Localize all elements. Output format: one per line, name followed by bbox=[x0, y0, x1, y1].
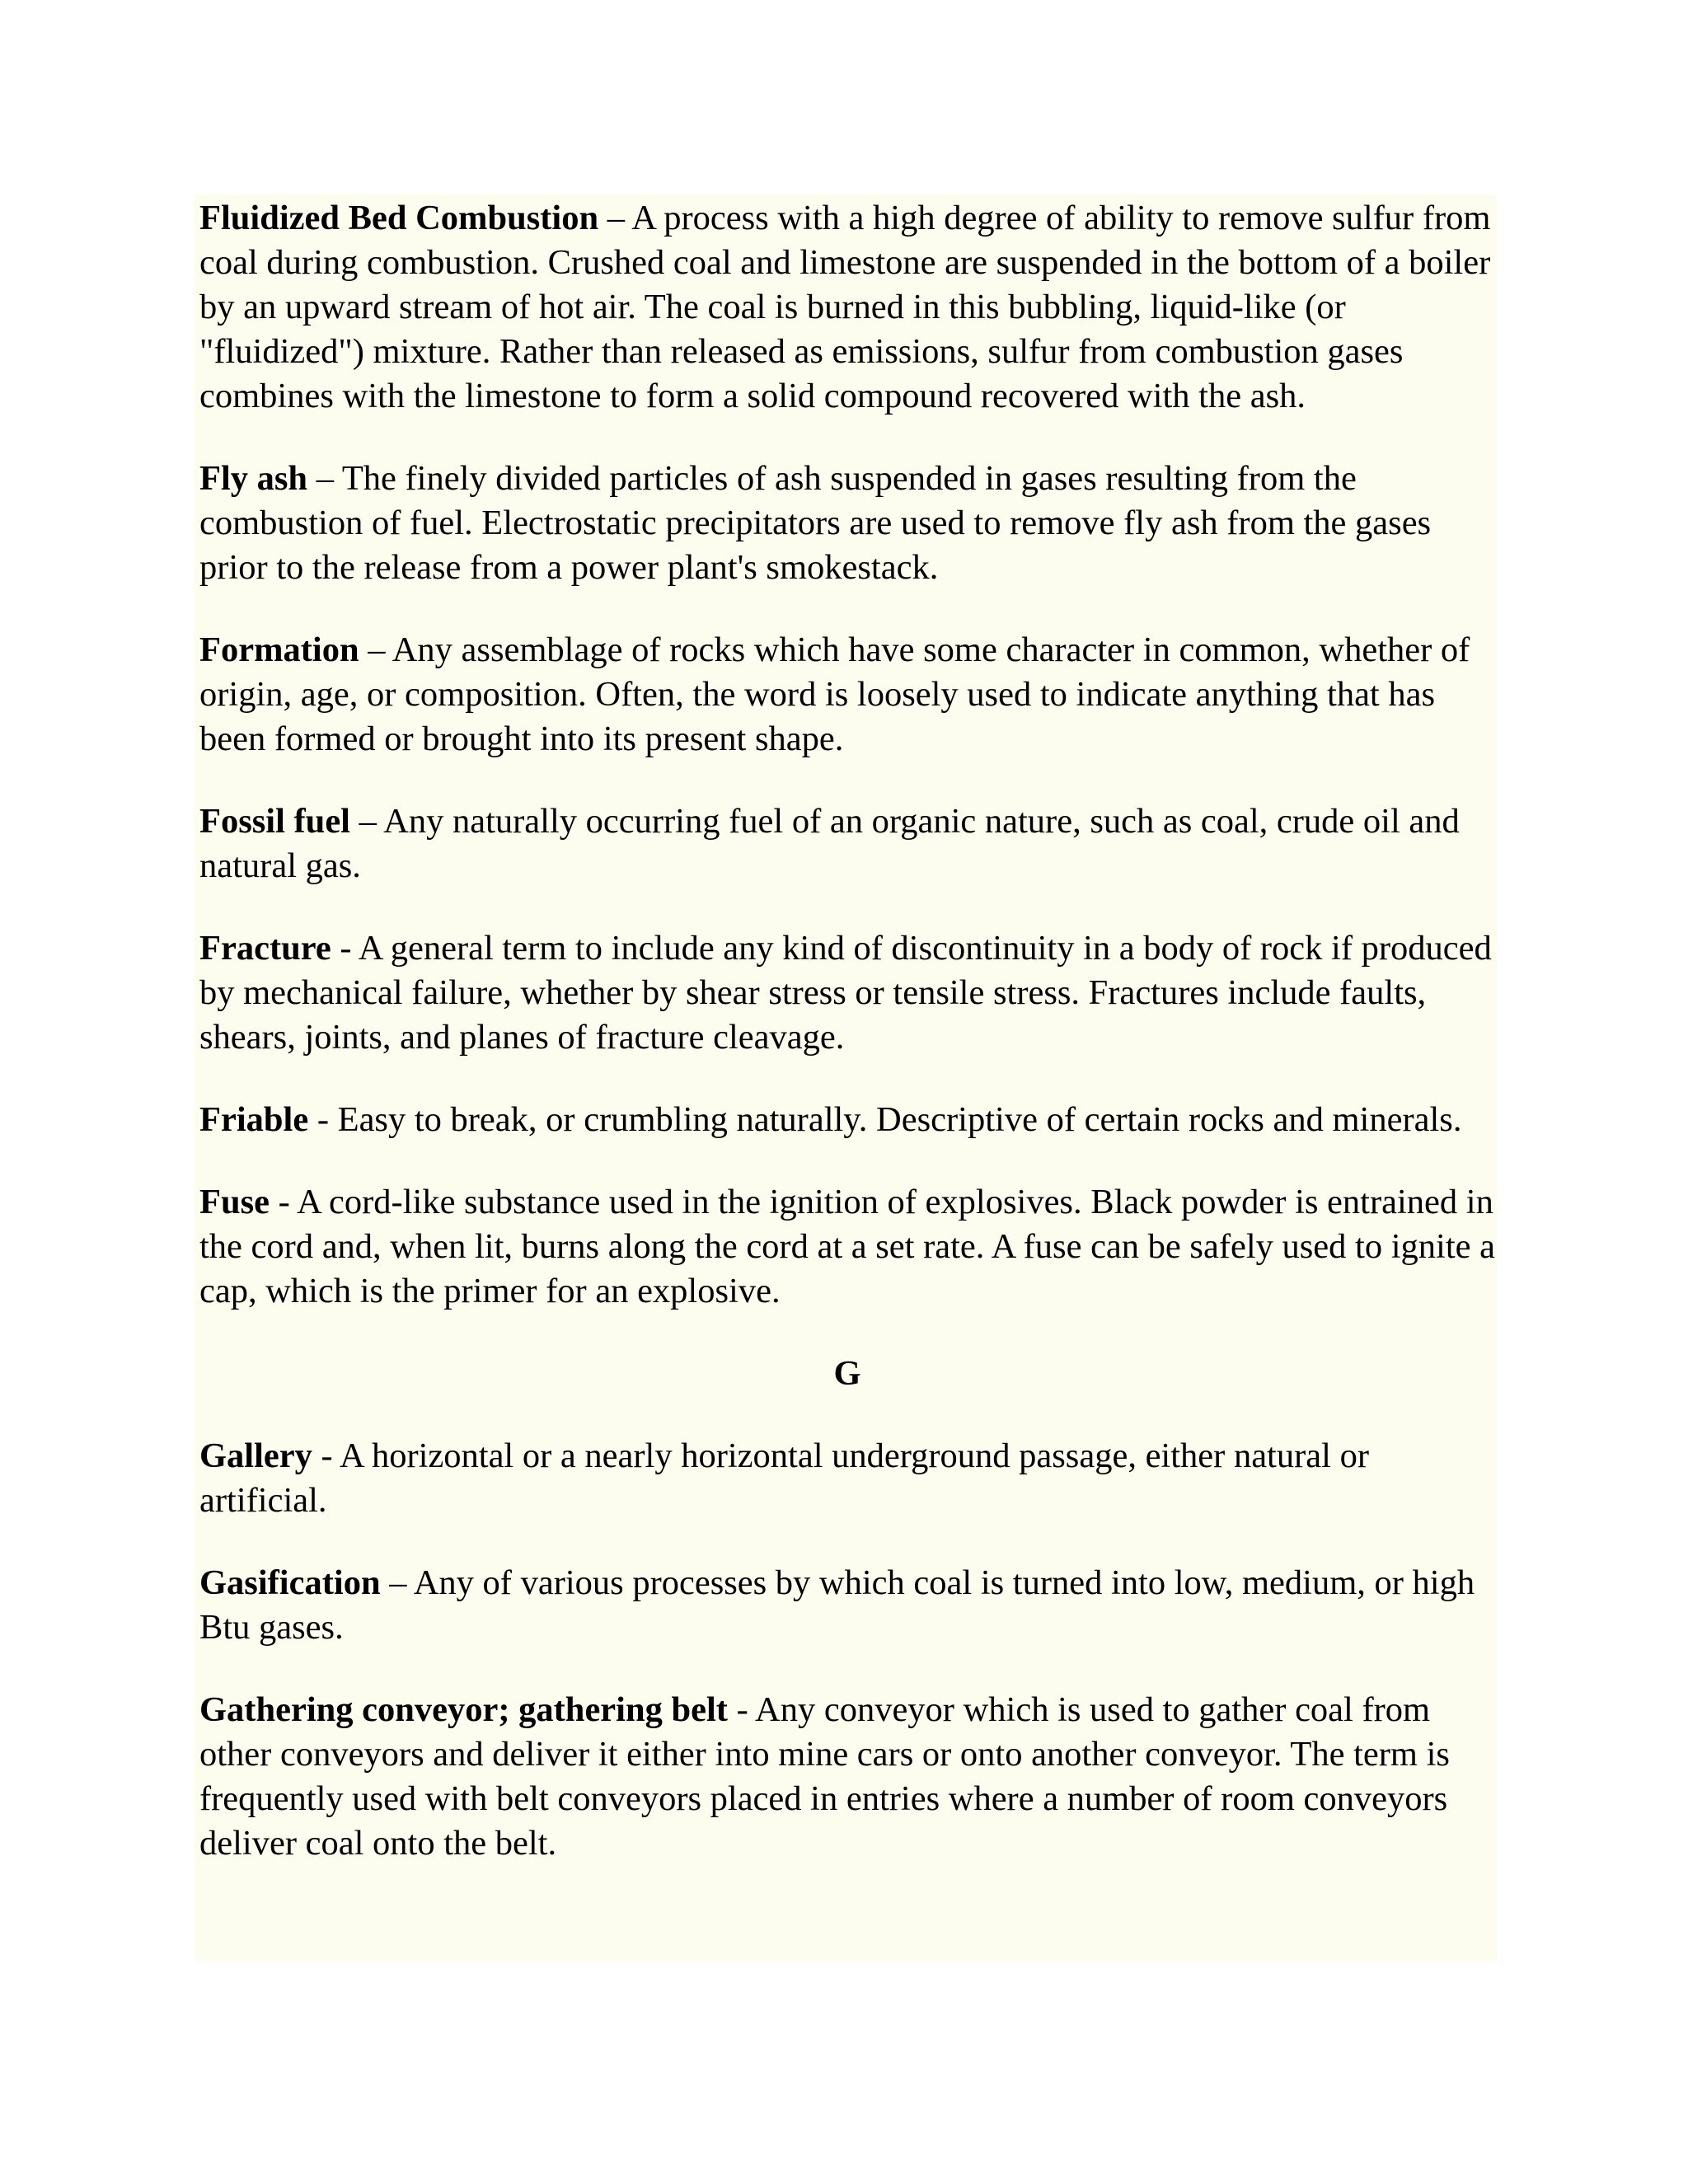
glossary-entry bbox=[199, 799, 1495, 888]
glossary-term: Fracture bbox=[199, 929, 331, 968]
glossary-entry bbox=[199, 1688, 1495, 1866]
glossary-definition: A horizontal or a nearly horizontal underground passage, either natural or artificial. bbox=[199, 1436, 1369, 1520]
glossary-term: Fuse bbox=[199, 1183, 270, 1221]
glossary-term: Formation bbox=[199, 630, 359, 669]
term-separator: – bbox=[350, 802, 384, 841]
glossary-entry bbox=[199, 1561, 1495, 1650]
glossary-entry bbox=[199, 1098, 1495, 1142]
glossary-entry bbox=[199, 1434, 1495, 1523]
section-letter-heading: G bbox=[833, 1354, 861, 1393]
glossary-content bbox=[199, 196, 1495, 1904]
glossary-entry bbox=[199, 457, 1495, 590]
term-separator: - bbox=[312, 1436, 340, 1475]
glossary-definition: A cord-like substance used in the ignition of explosives. Black powder is entrained in the cord and, when lit, burns along the cord at a set rate. A fuse can be safely used to ignite a cap, which is the primer for an explosive. bbox=[199, 1183, 1496, 1310]
term-separator: - bbox=[308, 1100, 338, 1139]
glossary-entry bbox=[199, 628, 1495, 762]
glossary-definition: Any assemblage of rocks which have some character in common, whether of origin, age, or composition. Often, the word is loosely used to indicate anything that has been formed or brought into its present shape. bbox=[199, 630, 1470, 758]
glossary-term: Gasification bbox=[199, 1563, 381, 1602]
glossary-definition: Any naturally occurring fuel of an organic nature, such as coal, crude oil and natural gas. bbox=[199, 802, 1460, 885]
glossary-term: Fluidized Bed Combustion bbox=[199, 199, 599, 237]
glossary-term: Friable bbox=[199, 1100, 309, 1139]
glossary-entry bbox=[199, 196, 1495, 419]
glossary-definition: Easy to break, or crumbling naturally. Descriptive of certain rocks and minerals. bbox=[337, 1100, 1462, 1139]
glossary-term: Fossil fuel bbox=[199, 802, 350, 841]
term-separator: - bbox=[270, 1183, 298, 1221]
glossary-term: Fly ash bbox=[199, 459, 308, 498]
glossary-definition: A general term to include any kind of discontinuity in a body of rock if produced by mechanical failure, whether by shear stress or tensile stress. Fractures include faults, shears, joints, and planes of fracture cleavage. bbox=[199, 929, 1492, 1057]
term-separator: - bbox=[727, 1690, 756, 1729]
glossary-definition: Any conveyor which is used to gather coal from other conveyors and deliver it either into mine cars or onto another conveyor. The term is frequently used with belt conveyors placed in entries where a number of room conveyors deliver coal onto the belt. bbox=[199, 1690, 1450, 1863]
glossary-term: Gathering conveyor; gathering belt bbox=[199, 1690, 728, 1729]
glossary-entry bbox=[199, 1180, 1495, 1314]
term-separator: - bbox=[331, 929, 359, 968]
glossary-entry bbox=[199, 926, 1495, 1060]
glossary-definition: Any of various processes by which coal is turned into low, medium, or high Btu gases. bbox=[199, 1563, 1475, 1647]
term-separator: – bbox=[598, 199, 632, 237]
glossary-term: Gallery bbox=[199, 1436, 312, 1475]
glossary-definition: A process with a high degree of ability to remove sulfur from coal during combustion. Crushed coal and limestone are suspended in the bottom of a boiler by an upward stream of hot air. The coal is burned in this bubbling, liquid-like (or "fluidized") mixture. Rather than released as emissions, sulfur from combustion gases combines with the limestone to form a solid compound recovered with the ash. bbox=[199, 199, 1491, 415]
glossary-definition: The finely divided particles of ash suspended in gases resulting from the combustion of fuel. Electrostatic precipitators are used to remove fly ash from the gases prior to the release from a power plant's smokestack. bbox=[199, 459, 1432, 587]
term-separator: – bbox=[380, 1563, 414, 1602]
term-separator: – bbox=[359, 630, 392, 669]
term-separator: – bbox=[307, 459, 342, 498]
